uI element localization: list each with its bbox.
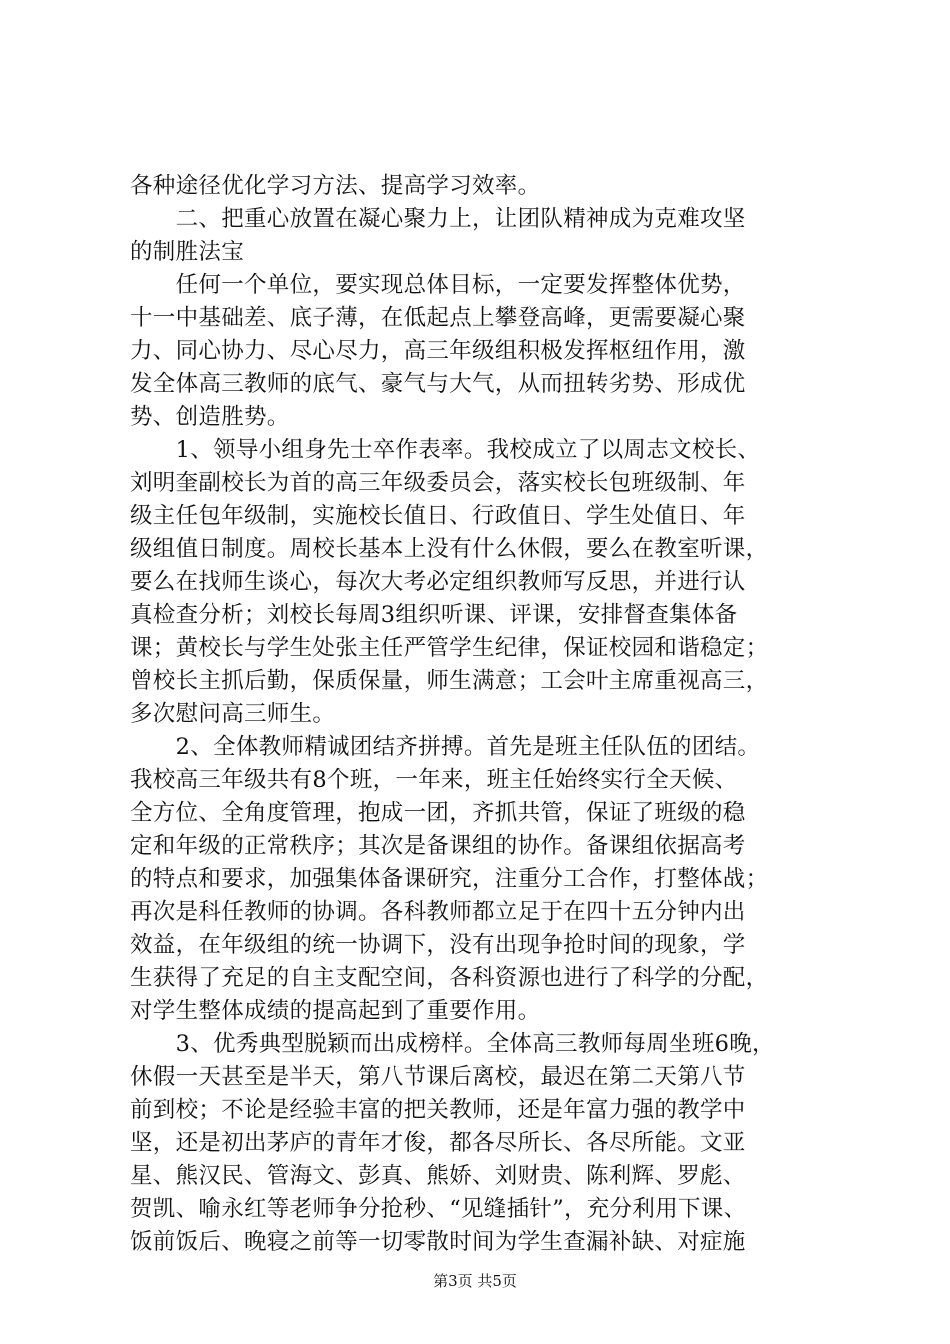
text-line: 二、把重心放置在凝心聚力上，让团队精神成为克难攻坚	[130, 206, 746, 232]
text-line: 要么在找师生谈心，每次大考必定组织教师写反思，并进行认	[130, 569, 746, 595]
text-line: 的特点和要求，加强集体备课研究，注重分工合作，打整体战；	[130, 866, 769, 892]
text-line: 级主任包年级制，实施校长值日、行政值日、学生处值日、年	[130, 503, 746, 529]
text-line: 势、创造胜势。	[130, 404, 290, 430]
text-line: 十一中基础差、底子薄，在低起点上攀登高峰，更需要凝心聚	[130, 305, 746, 331]
text-line: 再次是科任教师的协调。各科教师都立足于在四十五分钟内出	[130, 899, 746, 925]
text-line: 级组值日制度。周校长基本上没有什么休假，要么在教室听课，	[130, 536, 769, 562]
text-line: 我校高三年级共有8个班，一年来，班主任始终实行全天候、	[130, 767, 738, 793]
text-line: 对学生整体成绩的提高起到了重要作用。	[130, 998, 541, 1024]
text-line: 课；黄校长与学生处张主任严管学生纪律，保证校园和谐稳定；	[130, 635, 769, 661]
text-line: 3、优秀典型脱颖而出成榜样。全体高三教师每周坐班6晚，	[130, 1031, 775, 1057]
text-line: 多次慰问高三师生。	[130, 701, 336, 727]
text-line: 曾校长主抓后勤，保质保量，师生满意；工会叶主席重视高三，	[130, 668, 769, 694]
text-line: 前到校；不论是经验丰富的把关教师，还是年富力强的教学中	[130, 1097, 746, 1123]
text-line: 发全体高三教师的底气、豪气与大气，从而扭转劣势、形成优	[130, 371, 746, 397]
text-line: 贺凯、喻永红等老师争分抢秒、“见缝插针”，充分利用下课、	[130, 1196, 747, 1222]
text-line: 坚，还是初出茅庐的青年才俊，都各尽所长、各尽所能。文亚	[130, 1130, 746, 1156]
text-line: 1、领导小组身先士卒作表率。我校成立了以周志文校长、	[130, 437, 761, 463]
text-line: 休假一天甚至是半天，第八节课后离校，最迟在第二天第八节	[130, 1064, 746, 1090]
text-line: 定和年级的正常秩序；其次是备课组的协作。备课组依据高考	[130, 833, 746, 859]
text-line: 全方位、全角度管理，抱成一团，齐抓共管，保证了班级的稳	[130, 800, 746, 826]
text-line: 的制胜法宝	[130, 239, 245, 265]
text-line: 效益，在年级组的统一协调下，没有出现争抢时间的现象，学	[130, 932, 746, 958]
text-line: 2、全体教师精诚团结齐拼搏。首先是班主任队伍的团结。	[130, 734, 761, 760]
text-line: 生获得了充足的自主支配空间，各科资源也进行了科学的分配，	[130, 965, 769, 991]
text-line: 真检查分析；刘校长每周3组织听课、评课，安排督查集体备	[130, 602, 738, 628]
text-line: 各种途径优化学习方法、提高学习效率。	[130, 173, 541, 199]
text-line: 任何一个单位，要实现总体目标，一定要发挥整体优势，	[130, 272, 746, 298]
text-line: 星、熊汉民、管海文、彭真、熊娇、刘财贵、陈利辉、罗彪、	[130, 1163, 746, 1189]
text-line: 饭前饭后、晚寝之前等一切零散时间为学生查漏补缺、对症施	[130, 1229, 746, 1255]
text-line: 力、同心协力、尽心尽力，高三年级组积极发挥枢纽作用，激	[130, 338, 746, 364]
page-footer: 第3页 共5页	[433, 1272, 517, 1290]
text-line: 刘明奎副校长为首的高三年级委员会，落实校长包班级制、年	[130, 470, 746, 496]
